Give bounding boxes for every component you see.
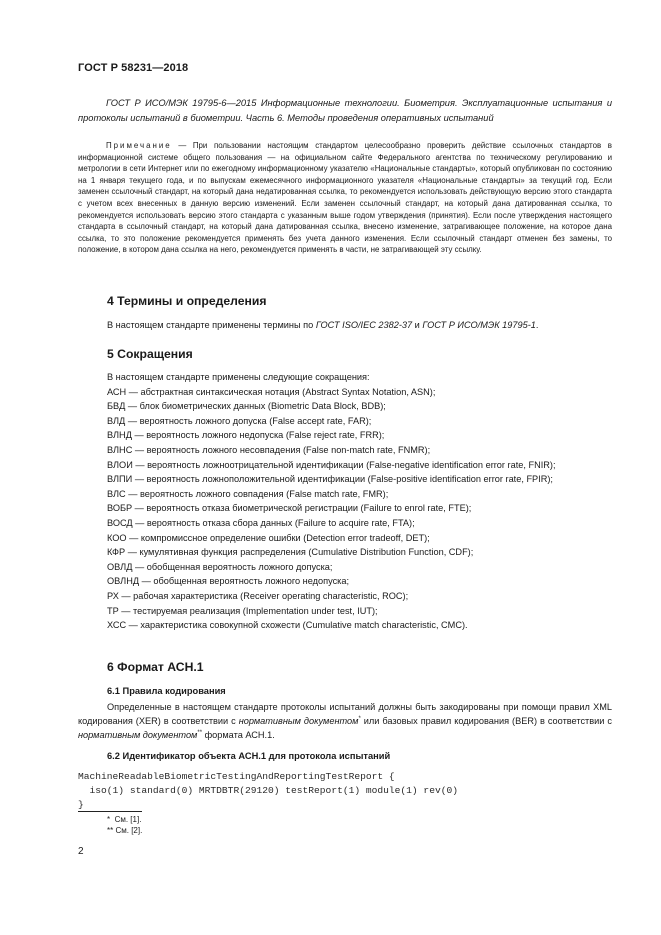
footnote-2: ** См. [2]. xyxy=(107,826,143,835)
list-item: ВЛПИ — вероятность ложноположительной идентификации (False-positive identification error rate, FPIR); xyxy=(107,474,553,485)
page-number: 2 xyxy=(78,846,84,857)
code-line: MachineReadableBiometricTestingAndReportingTestReport { xyxy=(78,771,395,782)
list-item: ОВЛНД — обобщенная вероятность ложного недопуска; xyxy=(107,576,350,587)
list-item: БBД — блок биометрических данных (Biometric Data Block, BDB); xyxy=(107,401,386,412)
section-6-heading: 6 Формат АСН.1 xyxy=(107,660,204,674)
list-item: ОВЛД — обобщенная вероятность ложного допуска; xyxy=(107,561,333,572)
asn1-object-identifier-code xyxy=(78,770,458,811)
section-4-text: В настоящем стандарте применены термины по ГОСТ ISO/IEC 2382-37 и ГОСТ Р ИСО/МЭК 19795-1. xyxy=(107,320,539,330)
list-item: ВОБР — вероятность отказа биометрической регистрации (Failure to enrol rate, FTE); xyxy=(107,503,472,514)
section-6-1-heading: 6.1 Правила кодирования xyxy=(107,686,226,696)
ref-iso-2382-37: ГОСТ ISO/IEC 2382-37 xyxy=(315,320,413,330)
ref-iso-19795-1: ГОСТ Р ИСО/МЭК 19795-1 xyxy=(422,320,536,330)
standard-header: ГОСТ Р 58231—2018 xyxy=(78,62,189,74)
normative-reference: ГОСТ Р ИСО/МЭК 19795-6—2015 Информационные технологии. Биометрия. Эксплуатационные испытания и протоколы испытаний в биометрии. Часть 6. Методы проведения оперативных испытаний xyxy=(78,98,612,123)
list-item: КФР — кумулятивная функция распределения (Cumulative Distribution Function, CDF); xyxy=(107,547,474,558)
list-item: РХ — рабочая характеристика (Receiver operating characteristic, ROC); xyxy=(107,590,409,601)
footnote-divider xyxy=(78,811,142,812)
list-item: ХСС — характеристика совокупной схожести (Cumulative match characteristic, CMC). xyxy=(107,620,468,631)
list-item: ВОСД — вероятность отказа сбора данных (Failure to acquire rate, FTA); xyxy=(107,517,415,528)
list-item: ВЛОИ — вероятность ложноотрицательной идентификации (False-negative identification error rate, FNIR); xyxy=(107,459,556,470)
code-line: iso(1) standard(0) MRTDBTR(29120) testReport(1) module(1) rev(0) xyxy=(78,784,458,796)
code-line: } xyxy=(78,798,84,810)
abbreviations-intro: В настоящем стандарте применены следующие сокращения: xyxy=(107,372,370,382)
note-label: Примечание xyxy=(106,141,172,150)
section-4-heading: 4 Термины и определения xyxy=(107,294,267,308)
list-item: ВЛНД — вероятность ложного недопуска (False reject rate, FRR); xyxy=(107,430,385,441)
list-item: ВЛНС — вероятность ложного несовпадения (False non-match rate, FNMR); xyxy=(107,444,431,455)
list-item: ВЛС — вероятность ложного совпадения (False match rate, FMR); xyxy=(107,488,389,499)
list-item: КОО — компромиссное определение ошибки (Detection error tradeoff, DET); xyxy=(107,532,430,543)
footnote-1: * См. [1]. xyxy=(107,815,142,824)
note-text: — При пользовании настоящим стандартом целесообразно проверить действие ссылочных стандартов в информационной системе общего пользования — на официальном сайте Федерального агентства по техническому регулированию и метрологии в сети Интернет или по ежегодному информационному указателю «Национальные стандарты», который опубликован по состоянию на 1 января текущего года, и по выпускам ежемесячного информационного указателя «Национальные стандарты» за текущий год. Если заменен ссылочный стандарт, на который дана недатированная ссылка, то рекомендуется использовать действующую версию этого стандарта с учетом всех внесенных в данную версию изменений. Если заменен ссылочный стандарт, на который дана датированная ссылка, то рекомендуется использовать версию этого стандарта с указанным выше годом утверждения (принятия). Если после утверждения настоящего стандарта в ссылочный стандарт, на который дана датированная ссылка, внесено изменение, затрагивающее положение, на которое дана ссылка, то это положение рекомендуется применять без учета данного изменения. Если ссылочный стандарт отменен без замены, то положение, в котором дана ссылка на него, рекомендуется применять в части, не затрагивающей эту ссылку. xyxy=(78,141,612,255)
section-6-1-text: Определенные в настоящем стандарте протоколы испытаний должны быть закодированы при помощи правил XML кодирования (XER) в соответствии с нормативным документом* или базовых правил кодирования (BER) в соответствии с нормативным документом** формата АСН.1. xyxy=(78,702,612,741)
section-6-2-heading: 6.2 Идентификатор объекта АСН.1 для протокола испытаний xyxy=(107,751,391,761)
section-5-heading: 5 Сокращения xyxy=(107,347,193,361)
abbreviations-list xyxy=(78,370,612,633)
list-item: ТР — тестируемая реализация (Implementation under test, IUT); xyxy=(107,605,378,616)
list-item: АСН — абстрактная синтаксическая нотация (Abstract Syntax Notation, ASN); xyxy=(107,386,436,397)
list-item: ВЛД — вероятность ложного допуска (False accept rate, FAR); xyxy=(107,415,372,426)
reference-note xyxy=(78,140,612,256)
